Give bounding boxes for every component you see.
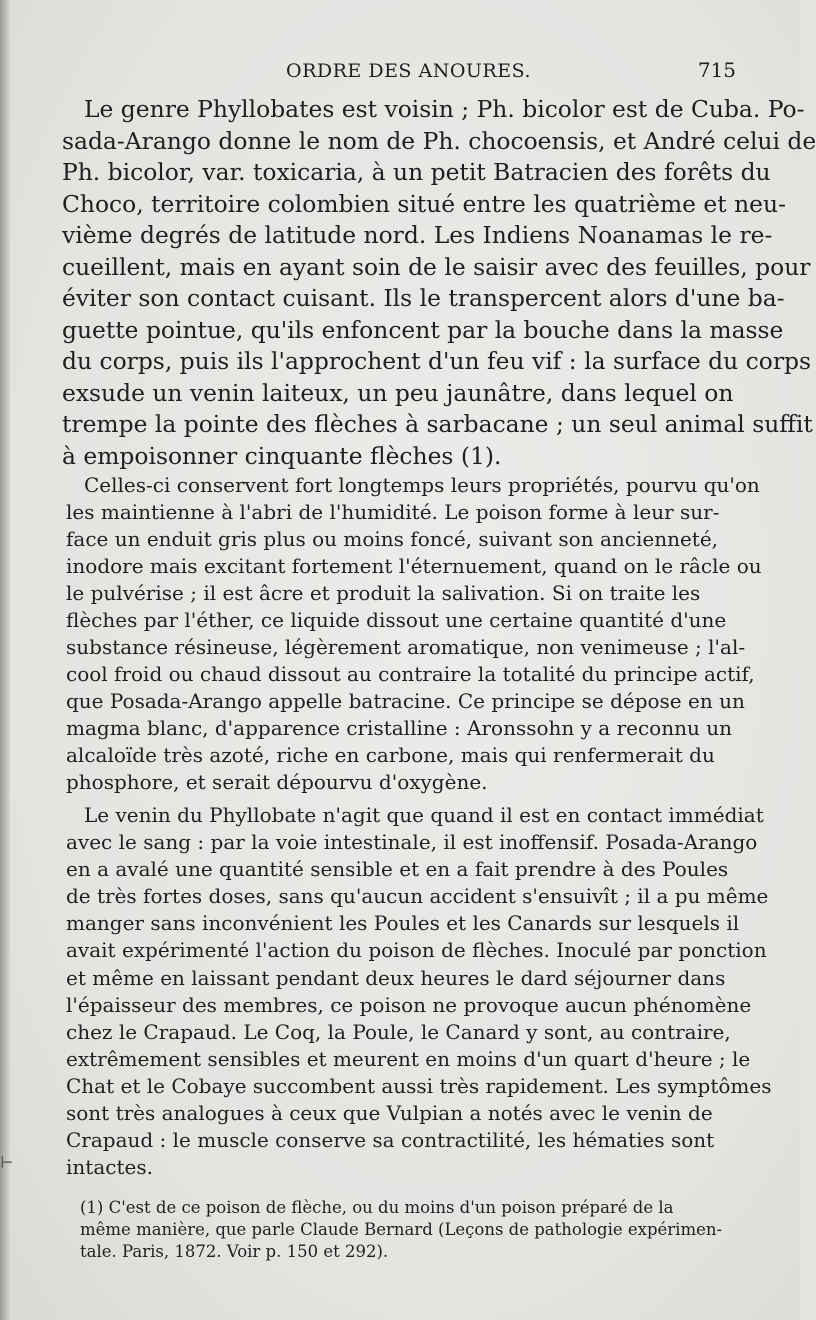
text-line: manger sans inconvénient les Poules et les Canards sur lesquels il (66, 911, 740, 936)
text-line: vième degrés de latitude nord. Les Indiens Noanamas le re- (62, 221, 773, 249)
text-line: alcaloïde très azoté, riche en carbone, mais qui renfermerait du (66, 743, 715, 767)
text-line: les maintienne à l'abri de l'humidité. Le poison forme à leur sur- (66, 500, 720, 524)
text-line: en a avalé une quantité sensible et en a fait prendre à des Poules (66, 857, 729, 882)
text-line: guette pointue, qu'ils enfoncent par la bouche dans la masse (62, 315, 784, 344)
text-line: phosphore, et serait dépourvu d'oxygène. (66, 770, 488, 794)
footnote-line: tale. Paris, 1872. Voir p. 150 et 292). (80, 1242, 389, 1261)
text-line: cool froid ou chaud dissout au contraire la totalité du principe actif, (66, 662, 755, 686)
text-line: Choco, territoire colombien situé entre les quatrième et neu- (62, 189, 786, 218)
text-line: extrêmement sensibles et meurent en moins d'un quart d'heure ; le (66, 1046, 751, 1071)
text-line: avec le sang : par la voie intestinale, il est inoffensif. Posada-Arango (66, 830, 758, 855)
paragraph-1 (62, 94, 816, 472)
text-line: que Posada-Arango appelle batracine. Ce principe se dépose en un (66, 689, 745, 713)
text-line: Celles-ci conservent fort longtemps leurs propriétés, pourvu qu'on (84, 473, 760, 497)
running-title: ORDRE DES ANOURES. (286, 60, 531, 82)
margin-mark-icon: ⊢ (0, 1153, 14, 1172)
text-line: Crapaud : le muscle conserve sa contractilité, les hématies sont (66, 1128, 715, 1153)
page-number: 715 (697, 58, 736, 82)
text-line: éviter son contact cuisant. Ils le transpercent alors d'une ba- (62, 284, 785, 312)
footnote-line: même manière, que parle Claude Bernard (Leçons de pathologie expérimen- (80, 1220, 723, 1239)
paragraph-2 (66, 472, 762, 796)
text-line: face un enduit gris plus ou moins foncé, suivant son ancienneté, (66, 527, 719, 551)
text-line: le pulvérise ; il est âcre et produit la salivation. Si on traite les (66, 581, 701, 605)
text-line: trempe la pointe des flèches à sarbacane ; un seul animal suffit (62, 410, 813, 438)
text-line: flèches par l'éther, ce liquide dissout une certaine quantité d'une (66, 608, 727, 632)
text-line: exsude un venin laiteux, un peu jaunâtre, dans lequel on (62, 378, 734, 407)
text-line: l'épaisseur des membres, ce poison ne provoque aucun phénomène (66, 992, 752, 1017)
text-line: sada-Arango donne le nom de Ph. chocoensis, et André celui de (62, 126, 816, 155)
text-line: avait expérimenté l'action du poison de flèches. Inoculé par ponction (66, 938, 767, 963)
page-binding-shadow (0, 0, 10, 1320)
text-line: chez le Crapaud. Le Coq, la Poule, le Canard y sont, au contraire, (66, 1019, 731, 1044)
text-line: Ph. bicolor, var. toxicaria, à un petit Batracien des forêts du (62, 158, 771, 186)
text-line: substance résineuse, légèrement aromatique, non venimeuse ; l'al- (66, 635, 746, 659)
text-line: inodore mais excitant fortement l'éternuement, quand on le râcle ou (66, 554, 762, 578)
text-line: Le venin du Phyllobate n'agit que quand il est en contact immédiat (84, 803, 764, 827)
text-line: cueillent, mais en ayant soin de le saisir avec des feuilles, pour (62, 252, 811, 281)
text-line: de très fortes doses, sans qu'aucun accident s'ensuivît ; il a pu même (66, 884, 769, 909)
text-line: intactes. (66, 1155, 153, 1180)
text-line: magma blanc, d'apparence cristalline : Aronssohn y a reconnu un (66, 716, 732, 740)
text-line: Le genre Phyllobates est voisin ; Ph. bicolor est de Cuba. Po- (84, 95, 805, 123)
text-line: à empoisonner cinquante flèches (1). (62, 441, 502, 470)
text-line: sont très analogues à ceux que Vulpian a notés avec le venin de (66, 1101, 713, 1126)
footnote (80, 1197, 752, 1263)
text-line: du corps, puis ils l'approchent d'un feu vif : la surface du corps (62, 347, 811, 375)
text-line: Chat et le Cobaye succombent aussi très rapidement. Les symptômes (66, 1073, 772, 1098)
footnote-line: (1) C'est de ce poison de flèche, ou du moins d'un poison préparé de la (80, 1198, 674, 1217)
page-header (60, 58, 740, 88)
paragraph-3 (66, 802, 772, 1181)
text-line: et même en laissant pendant deux heures le dard séjourner dans (66, 965, 726, 990)
